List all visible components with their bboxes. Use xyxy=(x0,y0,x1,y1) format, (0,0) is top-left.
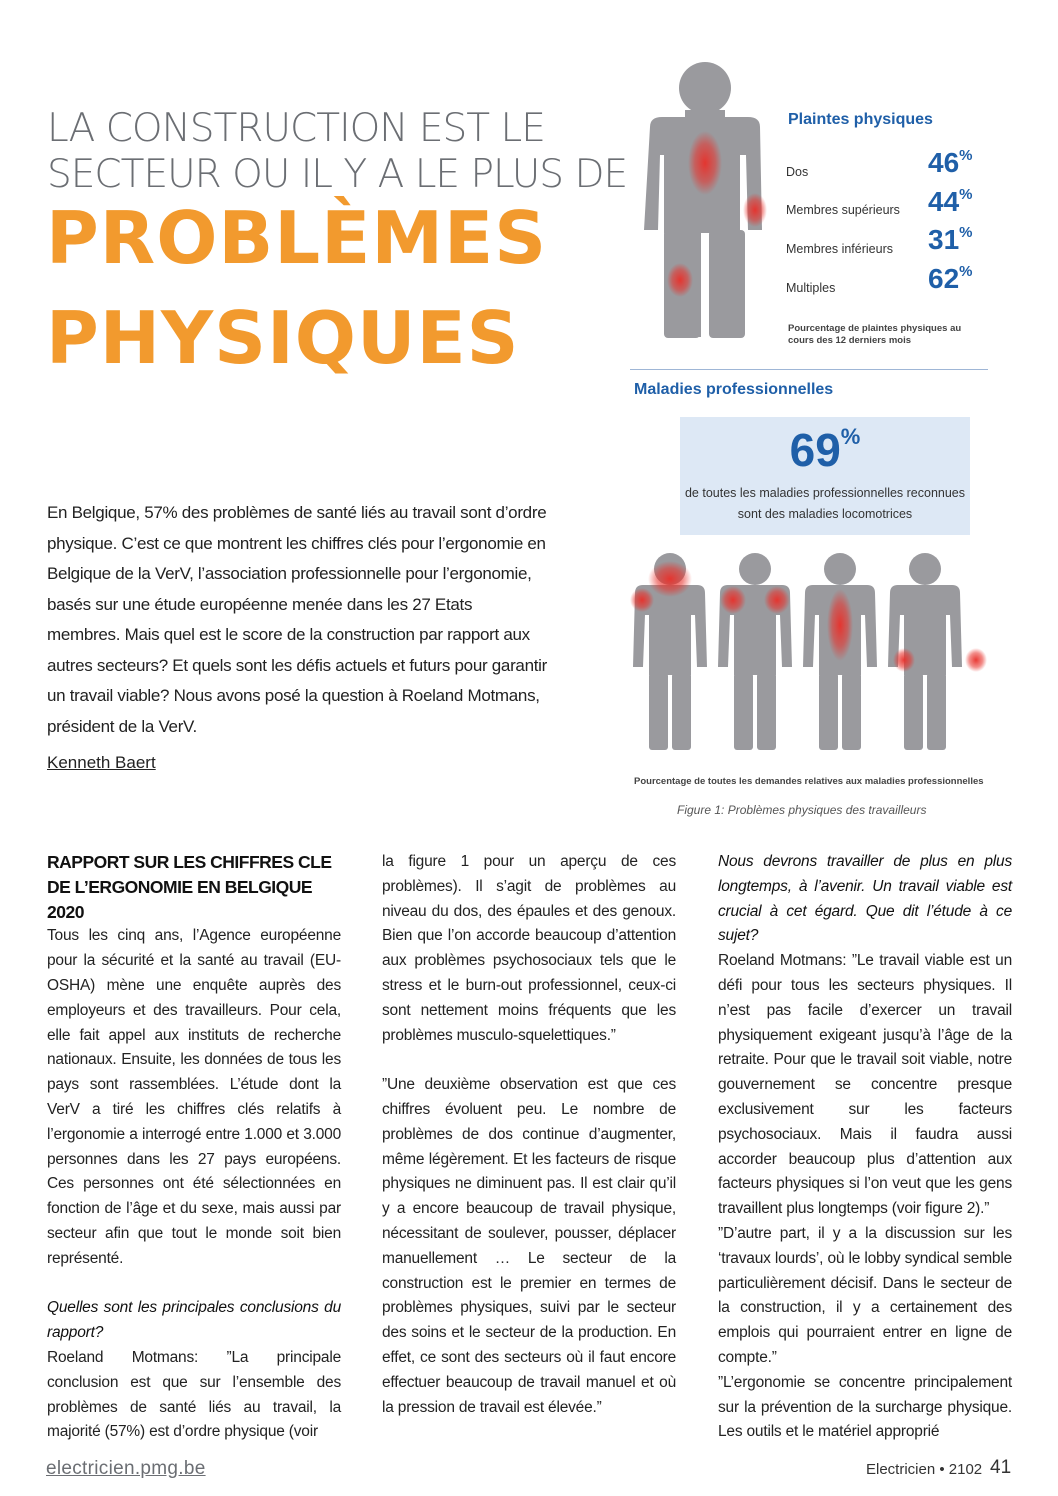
stat-value-membres-inferieurs: 31% xyxy=(928,224,973,255)
stat-value-membres-superieurs: 44% xyxy=(928,186,973,217)
figure-caption: Figure 1: Problèmes physiques des travailleurs xyxy=(677,803,927,817)
maladies-box-text: de toutes les maladies professionnelles reconnues sont des maladies locomotrices xyxy=(684,486,966,521)
shoulder-pain-spot xyxy=(720,586,746,614)
stat-label-multiples: Multiples xyxy=(786,281,836,295)
col1-paragraph-2: Roeland Motmans: ”La principale conclusion est que sur l’ensemble des problèmes de santé liés au travail, la majorité (57%) est d’ordre physique (voir xyxy=(47,1348,341,1441)
column-1 xyxy=(47,850,341,1445)
maladies-stat-box xyxy=(680,417,970,535)
author-link[interactable]: Kenneth Baert xyxy=(47,753,156,772)
footer-magazine: Electricien • 2102 xyxy=(866,1461,983,1478)
col3-paragraph-1: Roeland Motmans: ”Le travail viable est un défi pour tous les secteurs physiques. Il n’est pas facile d’exercer un travail physiquement exigeant jusqu’à l’âge de la retraite. Pour que le travail soit viable, notre gouvernement se concentre presque exclusivement sur les facteurs psychosociaux. Mais il faudra aussi accorder beaucoup plus d’attention aux facteurs physiques si l’on veut que les gens travaillent plus longtemps (voir figure 2).” xyxy=(718,952,1012,1218)
large-body-icon xyxy=(644,62,762,338)
stat-label-membres-superieurs: Membres supérieurs xyxy=(786,203,900,217)
col2-paragraph-1: la figure 1 pour un aperçu de ces problèmes). Il s’agit de problèmes au niveau du dos, des épaules et des genoux. Bien que l’on accorde beaucoup d’attention aux problèmes psychosociaux tels que le stress et le burn-out professionnel, ceux-ci sont nettement moins fréquents que les problèmes musculo-squelettiques.” xyxy=(382,853,676,1044)
stat-value-multiples: 62% xyxy=(928,263,973,294)
column-3 xyxy=(718,850,1012,1445)
title-big-2: PHYSIQUES xyxy=(46,296,520,380)
infographic xyxy=(620,55,1000,815)
stat-label-membres-inferieurs: Membres inférieurs xyxy=(786,242,893,256)
arm-pain-spot xyxy=(743,193,767,227)
spine-pain-spot xyxy=(827,589,853,661)
footer-website-link[interactable]: electricien.pmg.be xyxy=(46,1458,206,1479)
maladies-big-value: 69% xyxy=(789,424,861,476)
title-big-1: PROBLÈMES xyxy=(46,196,548,280)
section-heading: RAPPORT SUR LES CHIFFRES CLE DE L’ERGONOMIE EN BELGIQUE 2020 xyxy=(47,852,332,922)
stat-label-dos: Dos xyxy=(786,165,809,179)
col3-paragraph-3: ”L’ergonomie se concentre principalement sur la prévention de la surcharge physique. Les outils et le matériel approprié xyxy=(718,1373,1012,1441)
column-2 xyxy=(382,850,676,1420)
title-line-1: LA CONSTRUCTION EST LE xyxy=(47,106,545,151)
page-number: 41 xyxy=(990,1457,1012,1478)
back-pain-spot xyxy=(688,131,722,195)
plaintes-note: Pourcentage de plaintes physiques au cours des 12 derniers mois xyxy=(788,323,962,346)
plaintes-title: Plaintes physiques xyxy=(788,111,933,128)
intro-paragraph: En Belgique, 57% des problèmes de santé liés au travail sont d’ordre physique. C’est ce que montrent les chiffres clés pour l’ergonomie en Belgique de la VerV, l’association professionnelle pour l’ergonomie, basés sur une étude européenne menée dans les 27 Etats membres. Mais quel est le score de la construction par rapport aux autres secteurs? Et quels sont les défis actuels et futurs pour garantir un travail viable? Nous avons posé la question à Roeland Motmans, président de la VerV. xyxy=(47,503,548,736)
stat-value-dos: 46% xyxy=(928,147,973,178)
maladies-note: Pourcentage de toutes les demandes relatives aux maladies professionnelles xyxy=(634,776,984,787)
hand-pain-spot xyxy=(893,648,915,672)
title-line-2: SECTEUR OU IL Y A LE PLUS DE xyxy=(47,152,628,197)
col1-question: Quelles sont les principales conclusions du rapport? xyxy=(47,1299,341,1342)
maladies-title: Maladies professionnelles xyxy=(634,381,834,398)
figure-divider xyxy=(630,369,988,370)
col3-question: Nous devrons travailler de plus en plus longtemps, à l’avenir. Un travail viable est crucial à cet égard. Que dit l’étude à ce sujet? xyxy=(718,853,1012,945)
knee-pain-spot xyxy=(667,263,693,297)
col2-paragraph-2: ”Une deuxième observation est que ces chiffres évoluent peu. Le nombre de problèmes de dos continue d’augmenter, même légèrement. Et les facteurs de risque physiques ne diminuent pas. Il est clair qu’il y a encore beaucoup de travail physique, nécessitant de soulever, pousser, déplacer manuellement … Le secteur de la construction est le premier en termes de problèmes physiques, suivi par le secteur des soins et le secteur de la production. En effet, ce sont des secteurs où il faut encore effectuer beaucoup de travail manuel et où la pression de travail est élevée.” xyxy=(382,1076,676,1416)
neck-pain-spot xyxy=(648,561,692,597)
col1-paragraph-1: Tous les cinq ans, l’Agence européenne pour la sécurité et la santé au travail (EU-OSHA) mène une enquête auprès des employeurs et des travailleurs. Pour cela, elle fait appel aux instituts de recherche nationaux. Ensuite, les données de tous les pays sont rassemblées. L’étude dont la VerV a tiré les chiffres clés relatifs à l’ergonomie a interrogé entre 1.000 et 3.000 personnes dans les 27 pays européens. Ces personnes ont été sélectionnées en fonction de l’âge et du sexe, mais aussi par secteur afin que tout le monde soit bien représenté. xyxy=(47,927,341,1267)
col3-paragraph-2: ”D’autre part, il y a la discussion sur les ‘travaux lourds’, où le lobby syndical semble particulièrement décisif. Dans le secteur de la construction, il y a certainement des emplois qui pourraient entrer en ligne de compte.” xyxy=(718,1224,1012,1366)
